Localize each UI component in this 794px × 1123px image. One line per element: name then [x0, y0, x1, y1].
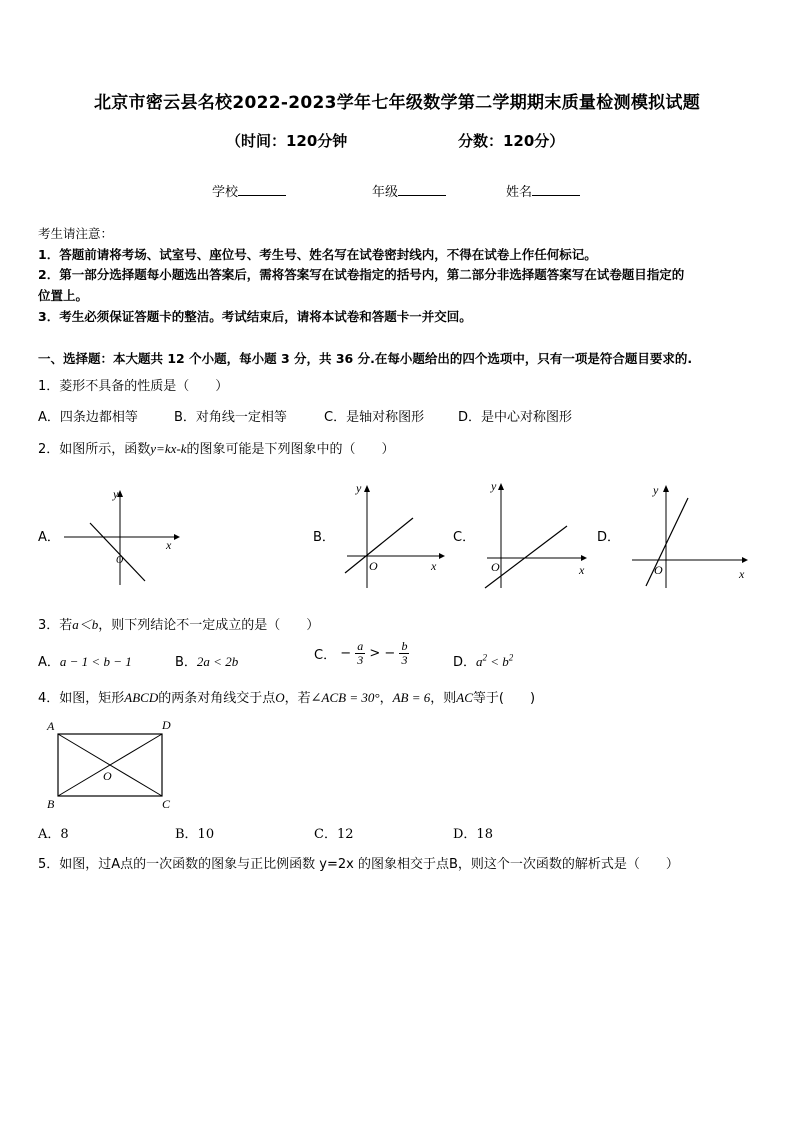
- q3-a-expr: a − 1 < b − 1: [59, 654, 132, 669]
- q3-d-label: D．: [453, 655, 477, 670]
- notice-item-2a: 2．第一部分选择题每小题选出答案后，需将答案写在试卷指定的括号内，第二部分非选择题答案写在试卷题目指定的: [38, 267, 685, 282]
- q4-option-c: C．12: [314, 827, 354, 842]
- q3-d-exp-a: 2: [482, 652, 488, 663]
- section1-heading: 一、选择题：本大题共 12 个小题，每小题 3 分，共 36 分.在每小题给出的四个选项中，只有一项是符合题目要求的.: [38, 351, 693, 366]
- school-field: [212, 181, 286, 200]
- notice-item-1: 1．答题前请将考场、试室号、座位号、考生号、姓名写在试卷密封线内，不得在试卷上作任何标记。: [38, 247, 597, 262]
- q2-d-y-label: y: [653, 483, 659, 497]
- q3-c-frac-a: [355, 640, 365, 667]
- q3-d-base-a: a: [476, 654, 483, 669]
- q1-option-a: A．四条边都相等: [38, 410, 138, 425]
- q4-option-a: A．8: [38, 827, 69, 842]
- q2-b-x-label: x: [431, 559, 437, 573]
- q2-label-a: A．: [38, 530, 60, 545]
- notice-item-3: 3．考生必须保证答题卡的整洁。考试结束后，请将本试卷和答题卡一并交回。: [38, 309, 472, 324]
- q4-rect-name: ABCD: [124, 690, 159, 705]
- q4-option-b: B．10: [175, 827, 215, 842]
- q3-c-den-a: 3: [357, 653, 364, 667]
- q1-option-b: B．对角线一定相等: [174, 410, 287, 425]
- q2-b-origin-label: O: [369, 559, 378, 573]
- q2-c-x-label: x: [579, 563, 585, 577]
- q2-label-b: B．: [313, 530, 335, 545]
- q4-stem-post: 等于( ): [472, 691, 536, 706]
- q3-c-frac-b: [399, 640, 409, 667]
- q2-label-d: D．: [597, 530, 621, 545]
- q4-center-o: O: [103, 769, 112, 783]
- q2-graph-d: [628, 478, 754, 590]
- q1-option-c: C．是轴对称图形: [324, 410, 425, 425]
- school-label: 学校: [212, 185, 239, 200]
- q4-stem-mid3: ，则: [430, 691, 457, 706]
- q4-vertex-a: A: [47, 719, 55, 733]
- q3-d-lt: < b: [487, 654, 509, 669]
- q3-d-exp-b: 2: [508, 652, 514, 663]
- q3-c-minus: −: [340, 646, 352, 661]
- q2-stem: [38, 438, 394, 457]
- notice-item-2b: 位置上。: [38, 288, 89, 303]
- grade-label: 年级: [372, 185, 399, 200]
- q2-a-origin-label: O: [116, 555, 124, 566]
- q1-stem: 1．菱形不具备的性质是（ ）: [38, 379, 229, 394]
- q2-c-origin-label: O: [491, 560, 500, 574]
- q5-stem: 5．如图，过A点的一次函数的图象与正比例函数 y=2x 的图象相交于点B，则这个一次函数的解析式是（ ）: [38, 857, 679, 872]
- q3-c-gt: > −: [369, 646, 396, 661]
- exam-time: （时间：120分钟: [226, 132, 348, 150]
- q3-stem-post: ，则下列结论不一定成立的是（ ）: [98, 618, 320, 633]
- q2-graph-b: [335, 478, 447, 590]
- q4-vertex-c: C: [162, 797, 171, 811]
- q2-function: y=kx-k: [150, 441, 187, 456]
- q4-rectangle-figure: [42, 716, 182, 812]
- q3-option-a: [38, 651, 132, 670]
- q4-option-d: D．18: [453, 827, 493, 842]
- grade-field: [372, 181, 446, 200]
- q4-stem-mid2: ，若: [284, 691, 311, 706]
- q2-b-y-label: y: [356, 481, 362, 495]
- q3-option-c: [314, 640, 409, 667]
- q4-ac: AC: [456, 690, 473, 705]
- q3-c-num-b: b: [401, 639, 408, 653]
- q4-point-o: O: [275, 690, 285, 705]
- q4-stem-pre: 4．如图，矩形: [38, 691, 125, 706]
- q2-stem-pre: 2．如图所示，函数: [38, 442, 151, 457]
- q3-c-label: C．: [314, 648, 337, 663]
- name-blank: [532, 183, 580, 196]
- q4-stem-mid: 的两条对角线交于点: [158, 691, 276, 706]
- q2-c-y-label: y: [491, 479, 497, 493]
- grade-blank: [398, 183, 446, 196]
- q3-b-expr: 2a < 2b: [196, 654, 239, 669]
- q2-a-x-label: x: [166, 538, 172, 552]
- q3-stem: [38, 614, 319, 633]
- q4-angle: ∠ACB = 30°: [310, 690, 380, 705]
- exam-score: 分数：120分）: [458, 132, 565, 150]
- q4-ab: AB = 6: [392, 690, 431, 705]
- q3-a-label: A．: [38, 655, 60, 670]
- q2-d-origin-label: O: [654, 563, 663, 577]
- q2-graph-c: [477, 478, 589, 590]
- q3-b-label: B．: [175, 655, 197, 670]
- school-blank: [238, 183, 286, 196]
- notice-heading: 考生请注意：: [38, 226, 114, 241]
- q3-condition: a＜b: [72, 617, 99, 632]
- q2-graph-a: [60, 485, 180, 590]
- q1-option-d: D．是中心对称图形: [458, 410, 573, 425]
- q4-vertex-b: B: [47, 797, 55, 811]
- q2-d-x-label: x: [739, 567, 745, 581]
- q2-a-y-label: y: [113, 487, 119, 501]
- q4-stem: [38, 687, 535, 706]
- name-label: 姓名: [506, 185, 533, 200]
- q3-option-b: [175, 651, 238, 670]
- q4-comma: ，: [379, 691, 393, 706]
- exam-title: 北京市密云县名校2022-2023学年七年级数学第二学期期末质量检测模拟试题: [93, 93, 701, 113]
- name-field: [506, 181, 580, 200]
- q3-c-num-a: a: [357, 639, 364, 653]
- q3-c-den-b: 3: [401, 653, 408, 667]
- q3-option-d: [453, 651, 513, 670]
- q3-stem-pre: 3．若: [38, 618, 73, 633]
- q2-label-c: C．: [453, 530, 476, 545]
- q4-vertex-d: D: [162, 718, 171, 732]
- q2-stem-post: 的图象可能是下列图象中的（ ）: [186, 442, 395, 457]
